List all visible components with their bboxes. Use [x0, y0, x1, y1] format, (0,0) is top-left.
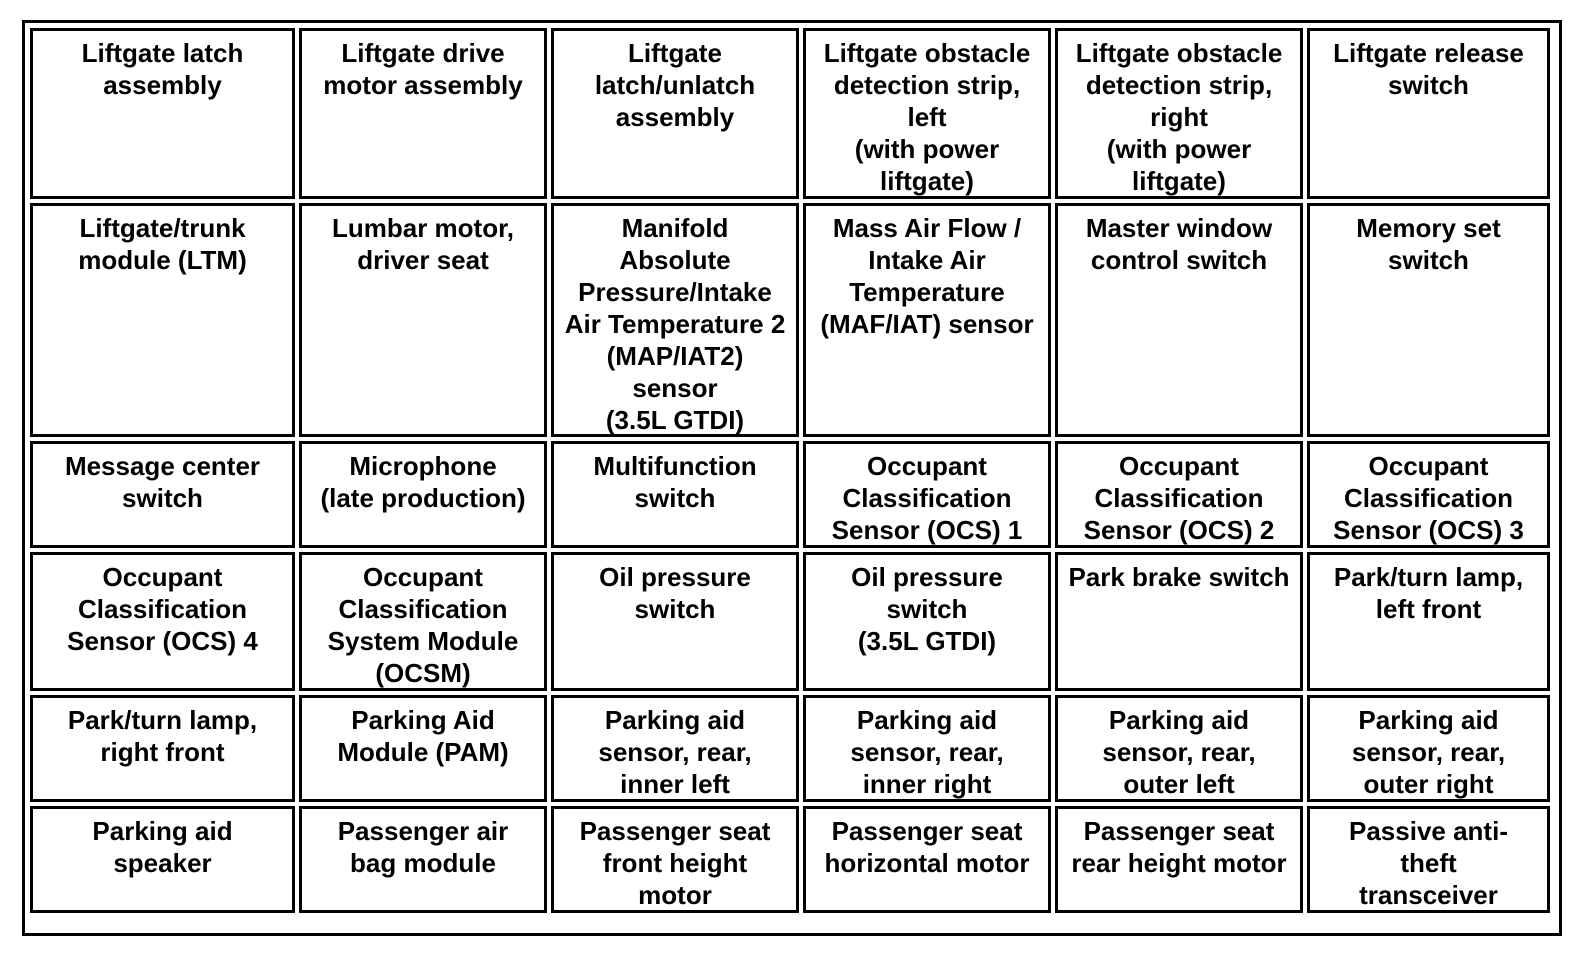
component-table — [22, 20, 1562, 936]
table-cell — [1055, 441, 1303, 548]
table-cell — [551, 28, 799, 199]
cell-label: Passenger air bag module — [337, 816, 509, 878]
table-cell — [1307, 203, 1550, 437]
cell-label: Liftgate obstacle detection strip, right (with power liftgate) — [1075, 38, 1283, 196]
cell-label: Parking aid sensor, rear, inner right — [850, 705, 1004, 799]
cell-label: Liftgate obstacle detection strip, left (with power liftgate) — [823, 38, 1031, 196]
cell-label: Mass Air Flow / Intake Air Temperature (MAF/IAT) sensor — [820, 213, 1034, 339]
table-cell — [803, 695, 1051, 802]
cell-label: Message center switch — [64, 451, 261, 513]
cell-label: Parking Aid Module (PAM) — [337, 705, 509, 767]
cell-label: Memory set switch — [1356, 213, 1501, 275]
table-cell — [803, 28, 1051, 199]
table-cell — [1307, 441, 1550, 548]
cell-label: Parking aid sensor, rear, outer left — [1102, 705, 1256, 799]
table-cell — [299, 695, 547, 802]
cell-label: Manifold Absolute Pressure/Intake Air Temperature 2 (MAP/IAT2) sensor (3.5L GTDI) — [564, 213, 786, 435]
table-cell — [299, 806, 547, 913]
table-cell — [30, 806, 295, 913]
cell-label: Liftgate drive motor assembly — [323, 38, 523, 100]
table-cell — [1055, 806, 1303, 913]
table-cell — [551, 695, 799, 802]
table-cell — [299, 203, 547, 437]
cell-label: Passenger seat horizontal motor — [824, 816, 1030, 878]
cell-label: Passive anti- theft transceiver — [1349, 816, 1508, 910]
table-cell — [1307, 28, 1550, 199]
table-cell — [1307, 806, 1550, 913]
table-cell — [30, 695, 295, 802]
cell-label: Park/turn lamp, right front — [67, 705, 258, 767]
table-cell — [1055, 552, 1303, 691]
cell-label: Master window control switch — [1085, 213, 1273, 275]
cell-label: Liftgate latch assembly — [81, 38, 244, 100]
table-cell — [551, 806, 799, 913]
cell-label: Oil pressure switch — [599, 562, 751, 624]
cell-label: Park/turn lamp, left front — [1333, 562, 1524, 624]
cell-label: Passenger seat front height motor — [579, 816, 771, 910]
cell-label: Liftgate latch/unlatch assembly — [594, 38, 756, 132]
table-cell — [1055, 28, 1303, 199]
cell-label: Occupant Classification Sensor (OCS) 3 — [1333, 451, 1524, 545]
table-cell — [30, 552, 295, 691]
table-cell — [803, 552, 1051, 691]
cell-label: Microphone (late production) — [320, 451, 526, 513]
cell-label: Parking aid sensor, rear, outer right — [1351, 705, 1506, 799]
cell-label: Parking aid sensor, rear, inner left — [598, 705, 752, 799]
table-cell — [803, 441, 1051, 548]
table-cell — [1055, 695, 1303, 802]
table-cell — [30, 28, 295, 199]
cell-label: Multifunction switch — [593, 451, 757, 513]
component-grid — [28, 26, 1556, 930]
table-cell — [1307, 695, 1550, 802]
cell-label: Parking aid speaker — [92, 816, 233, 878]
table-cell — [551, 203, 799, 437]
table-cell — [1307, 552, 1550, 691]
table-cell — [551, 441, 799, 548]
cell-label: Oil pressure switch (3.5L GTDI) — [851, 562, 1003, 656]
table-cell — [30, 203, 295, 437]
table-cell — [30, 441, 295, 548]
table-cell — [803, 806, 1051, 913]
cell-label: Park brake switch — [1068, 562, 1290, 592]
cell-label: Liftgate release switch — [1333, 38, 1524, 100]
table-cell — [299, 441, 547, 548]
table-cell — [299, 552, 547, 691]
cell-label: Liftgate/trunk module (LTM) — [78, 213, 247, 275]
cell-label: Occupant Classification System Module (OCSM) — [327, 562, 519, 688]
cell-label: Lumbar motor, driver seat — [331, 213, 514, 275]
cell-label: Occupant Classification Sensor (OCS) 2 — [1083, 451, 1275, 545]
cell-label: Passenger seat rear height motor — [1071, 816, 1287, 878]
table-cell — [1055, 203, 1303, 437]
table-cell — [551, 552, 799, 691]
cell-label: Occupant Classification Sensor (OCS) 1 — [831, 451, 1023, 545]
table-cell — [299, 28, 547, 199]
table-cell — [803, 203, 1051, 437]
cell-label: Occupant Classification Sensor (OCS) 4 — [67, 562, 258, 656]
